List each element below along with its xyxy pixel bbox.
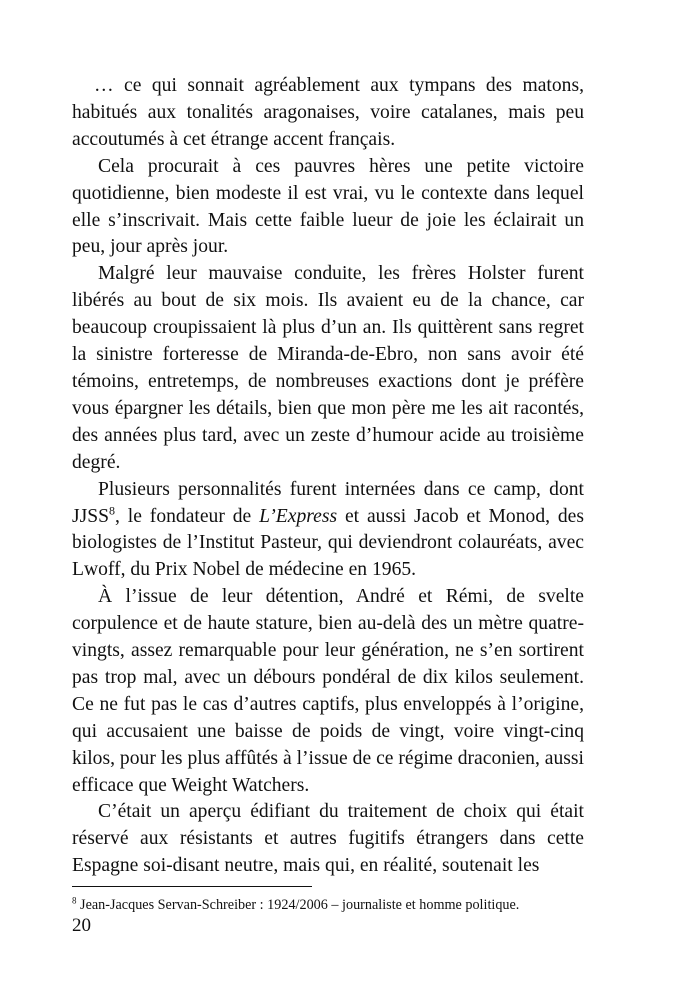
paragraph-4-text-b: , le fondateur de — [115, 505, 260, 527]
footnote — [72, 896, 592, 914]
paragraph-6: C’était un aperçu édifiant du traitement de choix qui était réservé aux résistants et autres fugitifs étrangers dans cette Espagne soi-disant neutre, mais qui, en réalité, soutenait les — [72, 801, 584, 877]
footnote-divider — [72, 886, 312, 887]
footnote-reference: 8 — [109, 502, 116, 517]
paragraph-4-text-c: et aussi Jacob et Monod, des biologistes de l’Institut Pasteur, qui deviendront colauréats, avec Lwoff, du Prix Nobel de médecine en 1965. — [72, 505, 584, 581]
paragraph-1: … ce qui sonnait agréablement aux tympans des matons, habitués aux tonalités aragonaises, voire catalanes, mais peu accoutumés à cet étrange accent français. — [72, 75, 584, 150]
paragraph-4-text-a: Plusieurs personnalités furent internées dans ce camp, dont JJSS — [72, 478, 584, 527]
paragraph-4 — [72, 477, 584, 585]
body-text — [72, 73, 584, 880]
footnote-text: Jean-Jacques Servan-Schreiber : 1924/2006 – journaliste et homme politique. — [76, 897, 520, 913]
paragraph-3: Malgré leur mauvaise conduite, les frères Holster furent libérés au bout de six mois. Ils avaient eu de la chance, car beaucoup croupissaient là plus d’un an. Ils quittèrent sans regret la sinistre forteresse de Miranda-de-Ebro, non sans avoir été témoins, entretemps, de nombreuses exactions dont je préfère vous épargner les détails, bien que mon père me les ait racontés, des années plus tard, avec un zeste d’humour acide au troisième degré. — [72, 263, 584, 473]
footnote-number: 8 — [72, 895, 77, 906]
page-number: 20 — [72, 915, 91, 936]
paragraph-5: À l’issue de leur détention, André et Rémi, de svelte corpulence et de haute stature, bien au-delà des un mètre quatre-vingts, assez remarquable pour leur génération, ne s’en sortirent pas trop mal, avec un débours pondéral de dix kilos seulement. Ce ne fut pas le cas d’autres captifs, plus enveloppés à l’origine, qui accusaient une baisse de poids de vingt, voire vingt-cinq kilos, pour les plus affûtés à l’issue de ce régime draconien, aussi efficace que Weight Watchers. — [72, 586, 584, 796]
publication-title: L’Express — [259, 505, 338, 527]
paragraph-2: Cela procurait à ces pauvres hères une petite victoire quotidienne, bien modeste il est vrai, vu le contexte dans lequel elle s’inscrivait. Mais cette faible lueur de joie les éclairait un peu, jour après jour. — [72, 155, 584, 258]
